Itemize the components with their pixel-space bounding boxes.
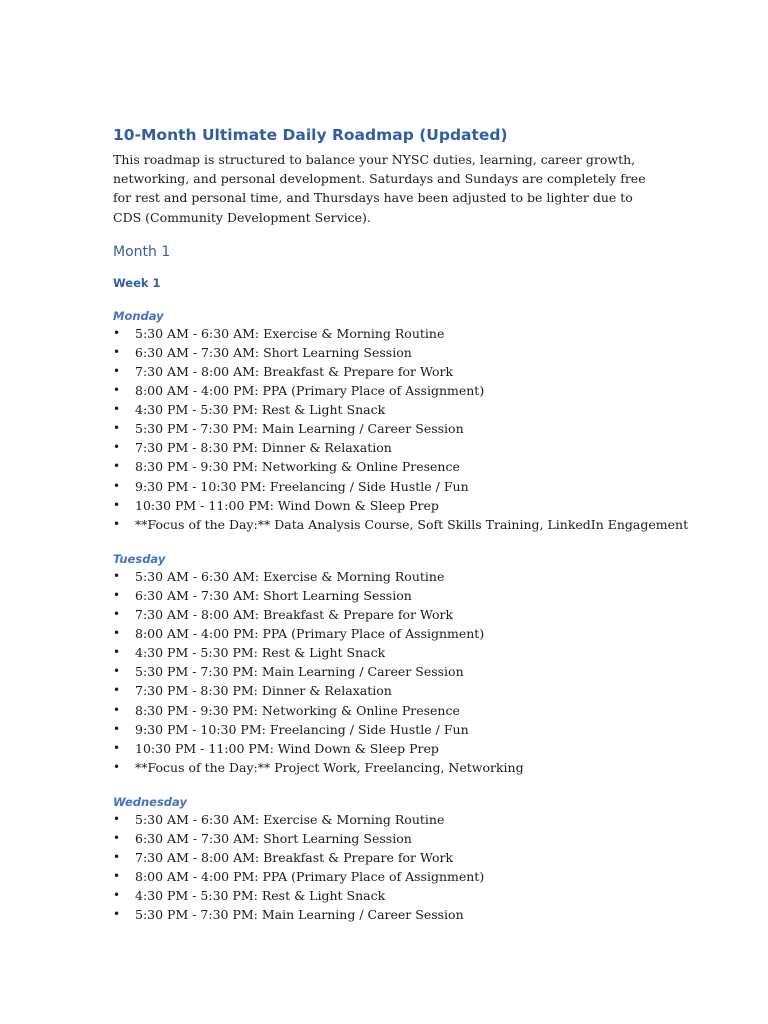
week-section: [113, 275, 689, 925]
list-item: [113, 343, 658, 362]
bullet-icon: •: [113, 568, 121, 583]
list-item-text: 5:30 AM - 6:30 AM: Exercise & Morning Routine: [135, 568, 445, 584]
bullet-icon: •: [113, 440, 121, 455]
list-item-text: 6:30 AM - 7:30 AM: Short Learning Session: [135, 587, 412, 603]
bullet-icon: •: [113, 626, 121, 641]
bullet-icon: •: [113, 721, 121, 736]
bullet-icon: •: [113, 702, 121, 717]
bullet-icon: •: [113, 325, 121, 340]
day-section-wednesday: [113, 794, 658, 925]
list-item-text: 5:30 PM - 7:30 PM: Main Learning / Career Session: [135, 907, 464, 923]
bullet-icon: •: [113, 478, 121, 493]
list-item-text: 4:30 PM - 5:30 PM: Rest & Light Snack: [135, 645, 386, 661]
schedule-list: [113, 324, 689, 534]
bullet-icon: •: [113, 607, 121, 622]
document-title: 10-Month Ultimate Daily Roadmap (Updated): [113, 126, 508, 144]
list-item-text: 10:30 PM - 11:00 PM: Wind Down & Sleep Prep: [135, 497, 439, 513]
bullet-icon: •: [113, 830, 121, 845]
list-item-text: 9:30 PM - 10:30 PM: Freelancing / Side Hustle / Fun: [135, 478, 469, 494]
list-item: [113, 324, 658, 343]
schedule-list: [113, 567, 658, 777]
bullet-icon: •: [113, 888, 121, 903]
list-item-text: 8:00 AM - 4:00 PM: PPA (Primary Place of Assignment): [135, 383, 485, 399]
list-item-text: 6:30 AM - 7:30 AM: Short Learning Session: [135, 344, 412, 360]
list-item: [113, 438, 658, 457]
list-item: [113, 605, 658, 624]
list-item-text: 9:30 PM - 10:30 PM: Freelancing / Side Hustle / Fun: [135, 721, 469, 737]
day-section-tuesday: [113, 551, 658, 777]
bullet-icon: •: [113, 459, 121, 474]
list-item: [113, 829, 658, 848]
list-item-text: 10:30 PM - 11:00 PM: Wind Down & Sleep Prep: [135, 740, 439, 756]
list-item: [113, 457, 658, 476]
list-item-text: 5:30 AM - 6:30 AM: Exercise & Morning Routine: [135, 325, 445, 341]
list-item: [113, 381, 658, 400]
bullet-icon: •: [113, 497, 121, 512]
list-item: [113, 681, 658, 700]
bullet-icon: •: [113, 664, 121, 679]
list-item: [113, 662, 658, 681]
days-list: [113, 308, 689, 925]
bullet-icon: •: [113, 383, 121, 398]
day-heading: Monday: [113, 308, 164, 323]
list-item: [113, 586, 658, 605]
list-item-text: 5:30 AM - 6:30 AM: Exercise & Morning Routine: [135, 811, 445, 827]
list-item-text: 7:30 PM - 8:30 PM: Dinner & Relaxation: [135, 683, 392, 699]
bullet-icon: •: [113, 907, 121, 922]
list-item-text: 7:30 AM - 8:00 AM: Breakfast & Prepare for Work: [135, 607, 454, 623]
list-item: [113, 810, 658, 829]
list-item-text: **Focus of the Day:** Project Work, Freelancing, Networking: [135, 759, 524, 775]
day-section-monday: [113, 308, 689, 534]
list-item: [113, 867, 658, 886]
list-item-text: **Focus of the Day:** Data Analysis Course, Soft Skills Training, LinkedIn Engagement: [135, 516, 689, 532]
list-item-text: 6:30 AM - 7:30 AM: Short Learning Session: [135, 830, 412, 846]
bullet-icon: •: [113, 364, 121, 378]
list-item-text: 7:30 PM - 8:30 PM: Dinner & Relaxation: [135, 440, 392, 456]
list-item: [113, 886, 658, 905]
week-heading: Week 1: [113, 275, 161, 290]
intro-paragraph: This roadmap is structured to balance your NYSC duties, learning, career growth, networking, and personal development. Saturdays and Sundays are completely free for rest and personal time, and Thursdays have been adjusted to be lighter due to CDS (Community Development Service).: [113, 152, 646, 225]
schedule-list: [113, 810, 658, 925]
bullet-icon: •: [113, 869, 121, 884]
list-item-text: 5:30 PM - 7:30 PM: Main Learning / Career Session: [135, 421, 464, 437]
bullet-icon: •: [113, 811, 121, 826]
bullet-icon: •: [113, 402, 121, 417]
bullet-icon: •: [113, 587, 121, 602]
bullet-icon: •: [113, 516, 121, 531]
list-item: [113, 701, 658, 720]
bullet-icon: •: [113, 740, 121, 755]
list-item: [113, 643, 658, 662]
list-item-text: 7:30 AM - 8:00 AM: Breakfast & Prepare for Work: [135, 850, 454, 866]
day-heading: Wednesday: [113, 794, 187, 809]
list-item-text: 7:30 AM - 8:00 AM: Breakfast & Prepare for Work: [135, 364, 454, 379]
list-item: [113, 400, 658, 419]
list-item: [113, 720, 658, 739]
list-item-text: 8:30 PM - 9:30 PM: Networking & Online Presence: [135, 459, 460, 475]
list-item-text: 4:30 PM - 5:30 PM: Rest & Light Snack: [135, 888, 386, 904]
bullet-icon: •: [113, 421, 121, 436]
list-item-text: 5:30 PM - 7:30 PM: Main Learning / Career Session: [135, 664, 464, 680]
list-item: [113, 758, 658, 777]
list-item: [113, 624, 658, 643]
bullet-icon: •: [113, 645, 121, 660]
bullet-icon: •: [113, 683, 121, 698]
document-page: [113, 124, 689, 924]
list-item: [113, 496, 658, 515]
list-item: [113, 362, 658, 381]
day-heading: Tuesday: [113, 551, 166, 566]
list-item-text: 8:30 PM - 9:30 PM: Networking & Online Presence: [135, 702, 460, 718]
bullet-icon: •: [113, 344, 121, 359]
list-item: [113, 848, 658, 867]
list-item: [113, 905, 658, 924]
list-item-text: 8:00 AM - 4:00 PM: PPA (Primary Place of Assignment): [135, 626, 485, 642]
list-item-text: 4:30 PM - 5:30 PM: Rest & Light Snack: [135, 402, 386, 418]
list-item-text: 8:00 AM - 4:00 PM: PPA (Primary Place of Assignment): [135, 869, 485, 885]
list-item: [113, 567, 658, 586]
bullet-icon: •: [113, 850, 121, 865]
list-item: [113, 419, 658, 438]
list-item: [113, 515, 689, 534]
bullet-icon: •: [113, 759, 121, 774]
list-item: [113, 477, 658, 496]
list-item: [113, 739, 658, 758]
month-heading: Month 1: [113, 243, 171, 260]
